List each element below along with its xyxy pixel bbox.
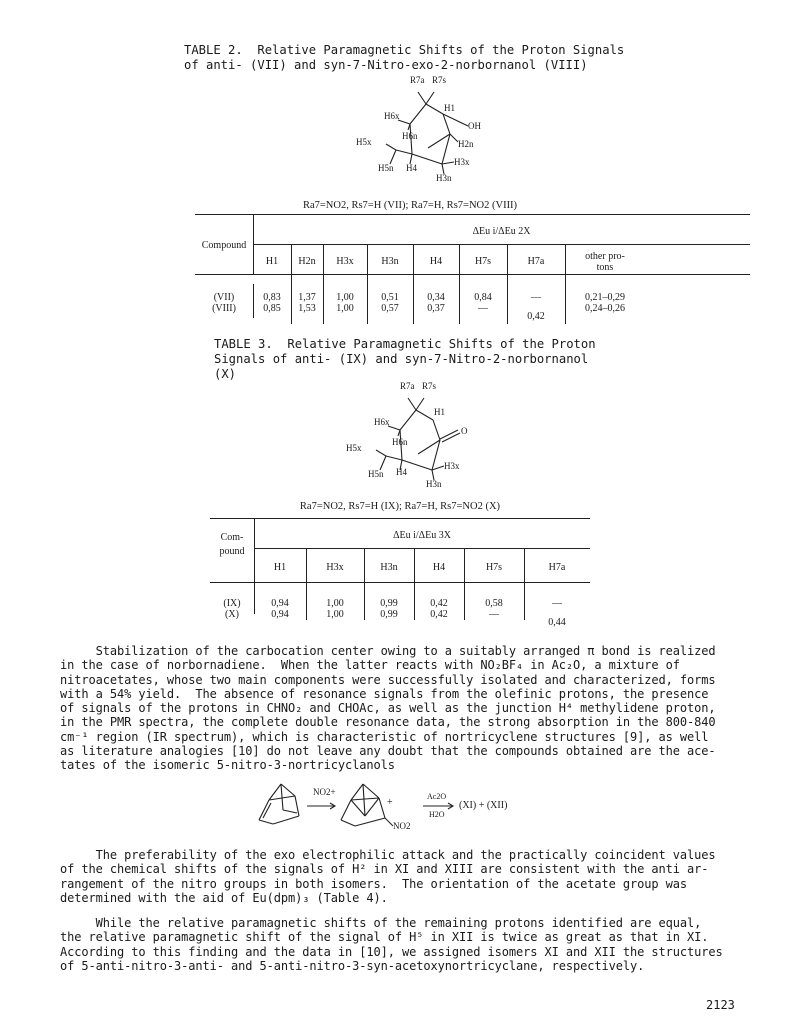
paragraph1-line: cm⁻¹ region (IR spectrum), which is characteristic of nortricyclene structures [9], as well (60, 729, 709, 744)
column-header: H2n (298, 256, 316, 267)
table2-compound-header: Compound (201, 240, 247, 251)
table-cell: 0,51 (381, 292, 399, 303)
compound-label: (VII) (213, 292, 235, 303)
t3-label-r7s: R7s (422, 381, 437, 391)
label-h3n: H3n (436, 173, 452, 183)
table3-caption-line3: (X) (214, 367, 237, 381)
t3-label-h1: H1 (434, 407, 445, 417)
column-header: H3x (336, 256, 354, 267)
table-cell: 0,99 (380, 598, 398, 609)
body-paragraph-2 (60, 848, 715, 905)
table-cell: 0,94 (271, 609, 289, 620)
no2-substituent: NO2 (393, 821, 411, 831)
table2-formula: Ra7=NO2, Rs7=H (VII); Ra7=H, Rs7=NO2 (VIII) (302, 200, 518, 211)
column-header: H7a (548, 562, 566, 573)
norbornanone-skeleton-drawing (340, 380, 490, 492)
table-cell: 0,21–0,29 (585, 292, 625, 303)
table-cell: 0,34 (427, 292, 445, 303)
column-header: other pro- tons (585, 251, 625, 273)
column-header: H7a (527, 256, 545, 267)
table-cell: 1,37 (298, 292, 316, 303)
paragraph3-line: According to this finding and the data in [10], we assigned isomers XI and XII the structures (60, 944, 723, 959)
label-h2n: H2n (458, 139, 474, 149)
column-divider (524, 548, 525, 620)
table-cell: — (531, 292, 541, 303)
paragraph1-line: in the PMR spectra, the complete double resonance data, the strong absorption in the 800-840 (60, 715, 716, 730)
table-cell: 0,37 (427, 303, 445, 314)
table2-caption-line1: TABLE 2. Relative Paramagnetic Shifts of the Proton Signals (184, 43, 625, 57)
label-h4: H4 (406, 163, 417, 173)
paragraph3-line: the relative paramagnetic shift of the signal of H⁵ in XII is twice as great as that in XI. (60, 930, 709, 945)
t3-label-h3n: H3n (426, 479, 442, 489)
table3-caption-line2: Signals of anti- (IX) and syn-7-Nitro-2-norbornanol (214, 352, 589, 366)
table3-top-rule (210, 518, 590, 519)
compound-label: (IX) (223, 598, 241, 609)
t3-label-h6n: H6n (392, 437, 408, 447)
t3-label-oxygen: O (461, 426, 468, 436)
paragraph1-line: as literature analogies [10] do not leave any doubt that the compounds obtained are the ace- (60, 744, 716, 759)
body-paragraph-1 (60, 644, 715, 773)
t3-label-h6x: H6x (374, 417, 390, 427)
label-r7a: R7a (410, 75, 425, 85)
table-cell: 0,24–0,26 (585, 303, 625, 314)
t3-label-h3x: H3x (444, 461, 460, 471)
reagent-ac2o: Ac2O (427, 792, 447, 801)
table3-formula: Ra7=NO2, Rs7=H (IX); Ra7=H, Rs7=NO2 (X) (299, 501, 501, 512)
column-header: H3n (381, 256, 399, 267)
column-header: H1 (265, 256, 279, 267)
table-cell: — (552, 598, 562, 609)
table-cell: 0,85 (263, 303, 281, 314)
table-cell: 1,00 (326, 609, 344, 620)
table-cell: 1,53 (298, 303, 316, 314)
table-cell: 0,84 (474, 292, 492, 303)
table3-header-rule (210, 582, 590, 583)
paragraph2-line: The preferability of the exo electrophilic attack and the practically coincident values (60, 848, 716, 862)
reagent-h2o: H2O (429, 810, 445, 819)
page-number: 2123 (706, 998, 735, 1012)
table-cell: 0,83 (263, 292, 281, 303)
paragraph2-line: of the chemical shifts of the signals of H² in XI and XIII are consistent with the anti ar- (60, 862, 709, 877)
table2-top-rule (195, 214, 750, 215)
label-h6x: H6x (384, 111, 400, 121)
table3-group-rule (254, 548, 590, 549)
table-cell: 1,00 (326, 598, 344, 609)
table2-caption-line2: of anti- (VII) and syn-7-Nitro-exo-2-norbornanol (VIII) (184, 58, 588, 72)
label-h3x: H3x (454, 157, 470, 167)
paragraph1-line: in the case of norbornadiene. When the latter reacts with NO₂BF₄ in Ac₂O, a mixture of (60, 658, 680, 673)
table-cell: 0,42 (527, 311, 545, 322)
label-h5n: H5n (378, 163, 394, 173)
table2-group-rule (253, 244, 750, 245)
paragraph1-line: with a 54% yield. The absence of resonance signals from the olefinic protons, the presence (60, 686, 709, 701)
reagent-no2-plus: NO2+ (313, 787, 336, 797)
table-cell: 0,57 (381, 303, 399, 314)
compound-label: (X) (225, 609, 239, 620)
table3-compound-header-2: pound (219, 546, 245, 557)
table-cell: 0,42 (430, 609, 448, 620)
paragraph1-line: of signals of the protons in CHNO₂ and CHOAc, as well as the junction H⁴ methylidene proton, (60, 701, 716, 716)
table-cell: — (489, 609, 499, 620)
compound-label: (VIII) (212, 303, 236, 314)
t3-label-h5n: H5n (368, 469, 384, 479)
table3-caption-line1: TABLE 3. Relative Paramagnetic Shifts of the Proton (214, 337, 596, 351)
reaction-scheme (255, 778, 555, 836)
label-oh: OH (468, 121, 481, 131)
column-header: H4 (432, 562, 446, 573)
label-r7s: R7s (432, 75, 447, 85)
t3-label-h4: H4 (396, 467, 407, 477)
table2-header-rule (195, 274, 750, 275)
label-h1: H1 (444, 103, 455, 113)
table-cell: 1,00 (336, 303, 354, 314)
table-cell: 1,00 (336, 292, 354, 303)
table-cell: 0,58 (485, 598, 503, 609)
table-cell: 0,94 (271, 598, 289, 609)
table2 (195, 214, 750, 334)
paragraph1-line: nitroacetates, whose two main components were successfully isolated and characterized, forms (60, 672, 716, 687)
column-header: H1 (273, 562, 287, 573)
table-cell: 0,44 (548, 617, 566, 628)
cation-plus-sign: + (387, 797, 393, 808)
paragraph1-line: Stabilization of the carbocation center owing to a suitably arranged π bond is realized (60, 644, 716, 658)
paragraph3-line: of 5-anti-nitro-3-anti- and 5-anti-nitro-3-syn-acetoxynortricyclane, respectively. (60, 958, 645, 973)
table3-group-header: ΔEu i/ΔEu 3X (393, 530, 451, 541)
table2-group-header: ΔEu i/ΔEu 2X (472, 226, 531, 237)
column-header: H3x (326, 562, 344, 573)
scheme-products: (XI) + (XII) (459, 800, 508, 811)
column-header: H7s (474, 256, 492, 267)
paragraph2-line: determined with the aid of Eu(dpm)₃ (Table 4). (60, 890, 388, 905)
label-h6n: H6n (402, 131, 418, 141)
paragraph2-line: rangement of the nitro groups in both isomers. The orientation of the acetate group was (60, 876, 687, 891)
table-cell: — (478, 303, 488, 314)
paragraph3-line: While the relative paramagnetic shifts of the remaining protons identified are equal, (60, 916, 702, 930)
norbornanol-structure (350, 74, 500, 186)
table3-compound-header-1: Com- (220, 532, 244, 543)
t3-label-r7a: R7a (400, 381, 415, 391)
table-cell: 0,42 (430, 598, 448, 609)
body-paragraph-3 (60, 916, 723, 973)
column-header: H4 (429, 256, 443, 267)
table3 (210, 518, 590, 626)
column-header: H3n (380, 562, 398, 573)
norbornanone-structure (340, 380, 490, 492)
t3-label-h5x: H5x (346, 443, 362, 453)
column-header: H7s (485, 562, 503, 573)
label-h5x: H5x (356, 137, 372, 147)
paragraph1-line: tates of the isomeric 5-nitro-3-nortricyclanols (60, 758, 395, 773)
table-cell: 0,99 (380, 609, 398, 620)
